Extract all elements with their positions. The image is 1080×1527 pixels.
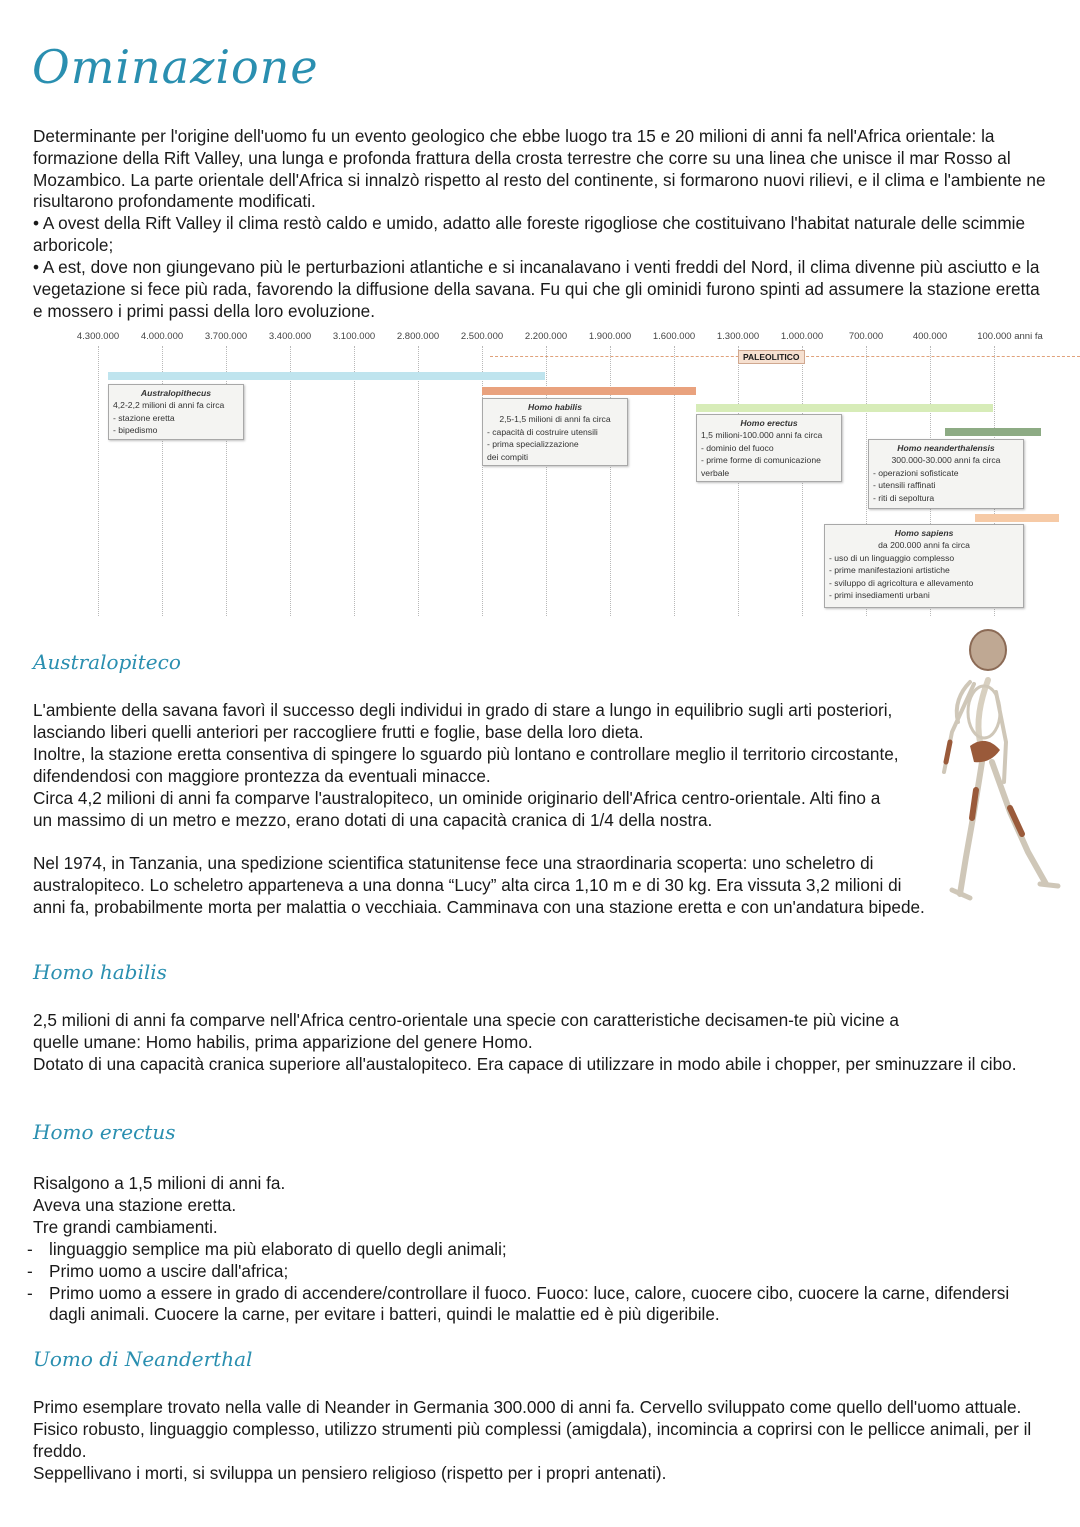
species-period: da 200.000 anni fa circa — [878, 540, 970, 551]
habilis-paragraph-1: 2,5 milioni di anni fa comparve nell'Africa centro-orientale una specie con caratteristiche decisamen-te più vicine a quelle umane: Homo habilis, prima apparizione del genere Homo. — [33, 1010, 899, 1052]
habilis-paragraph-2: Dotato di una capacità cranica superiore all'austalopiteco. Era capace di utilizzare in modo abile i chopper, per sminuzzare il cibo. — [33, 1054, 1017, 1074]
list-item: - Primo uomo a uscire dall'africa; — [27, 1261, 1027, 1283]
species-name: Australopithecus — [140, 388, 212, 398]
bar-neanderthal — [945, 428, 1041, 436]
species-trait: - prime forme di comunicazione — [701, 455, 821, 466]
timeline-tick: 3.100.000 — [332, 331, 376, 342]
species-box-australopithecus — [108, 384, 244, 440]
bar-australopithecus — [108, 372, 545, 380]
erectus-line-2: Aveva una stazione eretta. — [33, 1195, 237, 1215]
evolution-timeline — [70, 326, 1080, 616]
species-period: 2,5-1,5 milioni di anni fa circa — [499, 414, 611, 425]
section-heading-erectus: Homo erectus — [33, 1120, 176, 1144]
species-trait: - sviluppo di agricoltura e allevamento — [829, 577, 974, 588]
neanderthal-paragraph-2: Seppellivano i morti, si sviluppa un pensiero religioso (rispetto per i propri antenati). — [33, 1463, 667, 1483]
timeline-tick: 3.400.000 — [268, 331, 312, 342]
timeline-tick: 2.500.000 — [460, 331, 504, 342]
species-box-erectus — [696, 414, 842, 482]
species-trait: - prime manifestazioni artistiche — [829, 565, 950, 576]
erectus-list — [27, 1239, 1027, 1326]
timeline-tick: 100.000 anni fa — [977, 331, 1043, 342]
timeline-tick: 1.600.000 — [652, 331, 696, 342]
species-trait: - operazioni sofisticate — [873, 467, 959, 478]
australopiteco-paragraph-2: Inoltre, la stazione eretta consentiva di spingere lo sguardo più lontano e controllare meglio il territorio circostante, difendendosi con maggiore prontezza da eventuali minacce. — [33, 744, 899, 786]
erectus-line-1: Risalgono a 1,5 milioni di anni fa. — [33, 1173, 286, 1193]
australopiteco-paragraph-1: L'ambiente della savana favorì il successo degli individui in grado di stare a lungo in equilibrio sugli arti posteriori, lasciando liberi quelli anteriori per raccogliere frutti e foglie, base della loro dieta. — [33, 700, 893, 742]
timeline-tick: 1.300.000 — [716, 331, 760, 342]
timeline-gridline — [98, 346, 99, 616]
intro-bullet-west: • A ovest della Rift Valley il clima restò caldo e umido, adatto alle foreste rigogliose che costituivano l'habitat naturale delle scimmie arboricole; — [33, 213, 1026, 255]
species-period: 300.000-30.000 anni fa circa — [891, 455, 1001, 466]
species-box-sapiens — [824, 524, 1024, 608]
intro-paragraph: Determinante per l'origine dell'uomo fu un evento geologico che ebbe luogo tra 15 e 20 milioni di anni fa nell'Africa orientale: la formazione della Rift Valley, una lunga e profonda frattura della crosta terrestre che corre su una linea che unisce il mar Rosso al Mozambico. La parte orientale dell'Africa si innalzò rispetto al resto del continente, si formarono nuovi rilievi, e il clima e l'ambiente ne risultarono profondamente modificati. — [33, 126, 1046, 212]
species-trait: - capacità di costruire utensili — [487, 426, 598, 437]
species-trait: - stazione eretta — [113, 412, 175, 423]
era-label: PALEOLITICO — [738, 350, 805, 364]
species-name: Homo habilis — [528, 402, 582, 412]
page-title: Ominazione — [32, 40, 319, 94]
list-item: - Primo uomo a essere in grado di accendere/controllare il fuoco. Fuoco: luce, calore, cuocere cibo, cuocere la carne, difendersi dagli animali. Cuocere la carne, per evitare i batteri, quindi le malattie ed è più digeribile. — [27, 1283, 1027, 1327]
intro-bullet-east: • A est, dove non giungevano più le perturbazioni atlantiche e si incanalavano i venti freddi del Nord, il clima divenne più asciutto e la vegetazione si fece più rada, favorendo la diffusione della savana. Fu qui che gli ominidi furono spinti ad assumere la stazione eretta e mossero i primi passi della loro evoluzione. — [33, 257, 1040, 321]
species-trait: verbale — [701, 467, 730, 478]
list-item: - linguaggio semplice ma più elaborato di quello degli animali; — [27, 1239, 1027, 1261]
timeline-tick: 700.000 — [848, 331, 884, 342]
species-box-habilis — [482, 398, 628, 466]
species-name: Homo neanderthalensis — [897, 443, 995, 453]
timeline-tick: 1.000.000 — [780, 331, 824, 342]
species-trait: - prima specializzazione — [487, 439, 579, 450]
timeline-tick: 1.900.000 — [588, 331, 632, 342]
species-period: 4,2-2,2 milioni di anni fa circa — [113, 400, 225, 411]
timeline-tick: 3.700.000 — [204, 331, 248, 342]
species-trait: - riti di sepoltura — [873, 492, 935, 503]
timeline-tick: 4.300.000 — [76, 331, 120, 342]
species-trait: - dominio del fuoco — [701, 442, 774, 453]
species-trait: - primi insediamenti urbani — [829, 590, 930, 601]
species-trait: - utensili raffinati — [873, 480, 936, 491]
bar-habilis — [482, 387, 696, 395]
species-name: Homo sapiens — [894, 528, 954, 538]
neanderthal-paragraph-1: Primo esemplare trovato nella valle di Neander in Germania 300.000 di anni fa. Cervello sviluppato come quello dell'uomo attuale. Fisico robusto, linguaggio complesso, utilizzo strumenti più complessi (amigdala), incomincia a coprirsi con le pellicce animali, per il freddo. — [33, 1397, 1032, 1461]
species-trait: - bipedismo — [113, 425, 158, 436]
bar-sapiens — [975, 514, 1059, 522]
timeline-tick: 400.000 — [912, 331, 948, 342]
section-heading-neanderthal: Uomo di Neanderthal — [33, 1347, 253, 1371]
timeline-gridline — [290, 346, 291, 616]
species-name: Homo erectus — [740, 418, 798, 428]
erectus-line-3: Tre grandi cambiamenti. — [33, 1217, 218, 1237]
skeleton-icon — [930, 622, 1065, 912]
species-trait: dei compiti — [487, 451, 529, 462]
section-heading-habilis: Homo habilis — [33, 960, 167, 984]
timeline-tick: 4.000.000 — [140, 331, 184, 342]
bar-erectus — [696, 404, 993, 412]
timeline-tick: 2.800.000 — [396, 331, 440, 342]
timeline-tick: 2.200.000 — [524, 331, 568, 342]
australopiteco-paragraph-4: Nel 1974, in Tanzania, una spedizione scientifica statunitense fece una straordinaria scoperta: uno scheletro di australopiteco. Lo scheletro apparteneva a una donna “Lucy” alta circa 1,10 m e di 30 kg. Era vissuta 3,2 milioni di anni fa, probabilmente morta per malattia o vecchiaia. Camminava con una stazione eretta e con un'andatura bipede. — [33, 853, 925, 917]
timeline-gridline — [418, 346, 419, 616]
section-heading-australopiteco: Australopiteco — [33, 650, 181, 674]
timeline-gridline — [354, 346, 355, 616]
species-period: 1,5 milioni-100.000 anni fa circa — [701, 430, 823, 441]
australopiteco-paragraph-3: Circa 4,2 milioni di anni fa comparve l'australopiteco, un ominide originario dell'Africa centro-orientale. Alti fino a un massimo di un metro e mezzo, erano dotati di una capacità cranica di 1/4 della nostra. — [33, 788, 881, 830]
species-box-neanderthal — [868, 439, 1024, 509]
species-trait: - uso di un linguaggio complesso — [829, 552, 955, 563]
